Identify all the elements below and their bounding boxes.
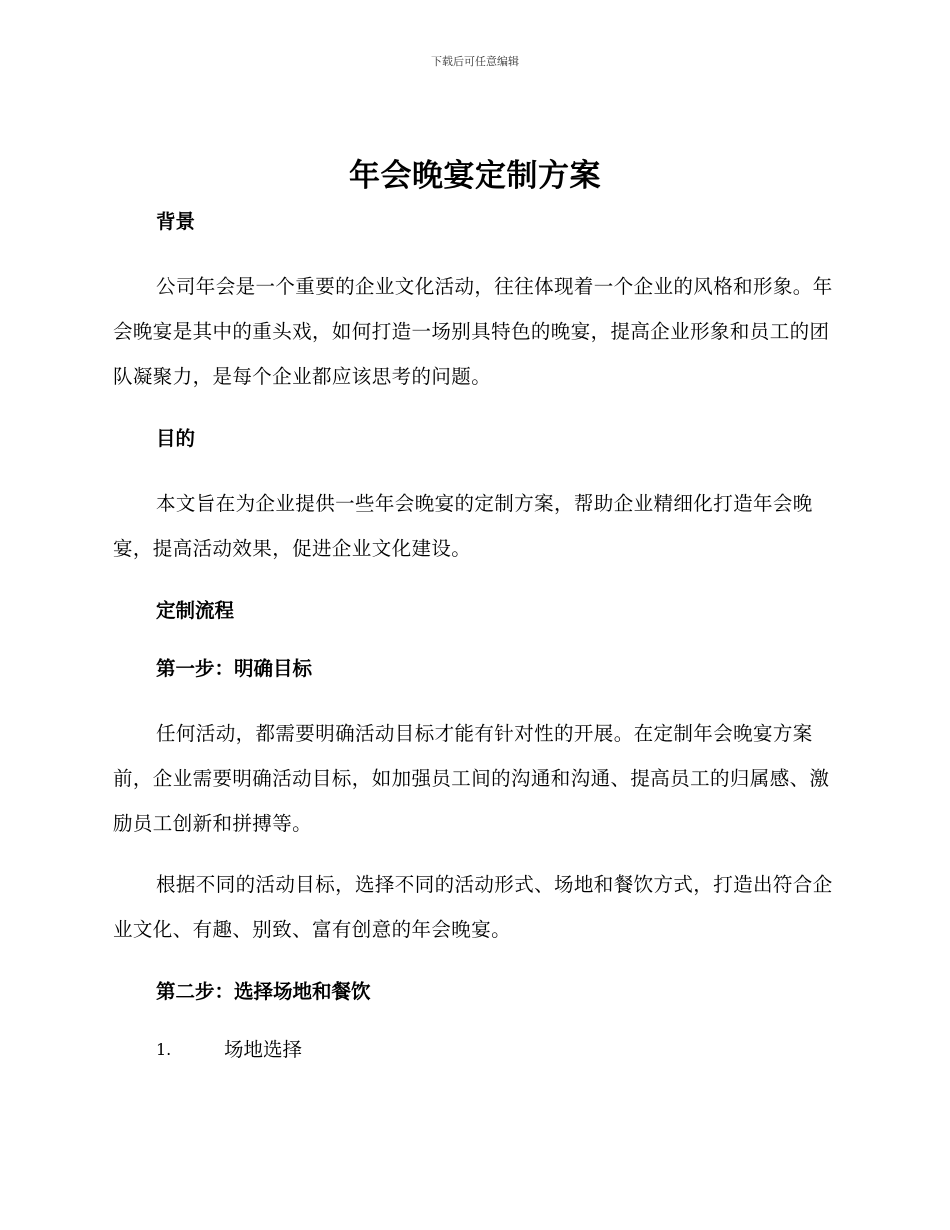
paragraph-step1-b: 根据不同的活动目标，选择不同的活动形式、场地和餐饮方式，打造出符合企业文化、有趣、别致、富有创意的年会晚宴。 bbox=[113, 873, 833, 941]
paragraph-step1-a: 任何活动，都需要明确活动目标才能有针对性的开展。在定制年会晚宴方案前，企业需要明确活动目标，如加强员工间的沟通和沟通、提高员工的归属感、激励员工创新和拼搏等。 bbox=[113, 722, 830, 835]
section-heading-background: 背景 bbox=[156, 210, 196, 233]
section-heading-step2: 第二步：选择场地和餐饮 bbox=[156, 980, 371, 1003]
document-title: 年会晚宴定制方案 bbox=[349, 158, 601, 194]
list-item bbox=[113, 1034, 833, 1066]
section-heading-step1: 第一步：明确目标 bbox=[156, 657, 313, 680]
section-heading-purpose: 目的 bbox=[156, 427, 196, 450]
list-item-number: 1. bbox=[156, 1040, 172, 1059]
header-note: 下载后可任意编辑 bbox=[431, 55, 519, 68]
document-body bbox=[113, 206, 833, 1066]
section-heading-process: 定制流程 bbox=[156, 599, 235, 622]
paragraph-background: 公司年会是一个重要的企业文化活动，往往体现着一个企业的风格和形象。年会晚宴是其中的重头戏，如何打造一场别具特色的晚宴，提高企业形象和员工的团队凝聚力，是每个企业都应该思考的问题。 bbox=[113, 275, 833, 388]
paragraph-purpose: 本文旨在为企业提供一些年会晚宴的定制方案，帮助企业精细化打造年会晚宴，提高活动效果，促进企业文化建设。 bbox=[113, 492, 813, 560]
list-item-text: 场地选择 bbox=[224, 1038, 303, 1061]
